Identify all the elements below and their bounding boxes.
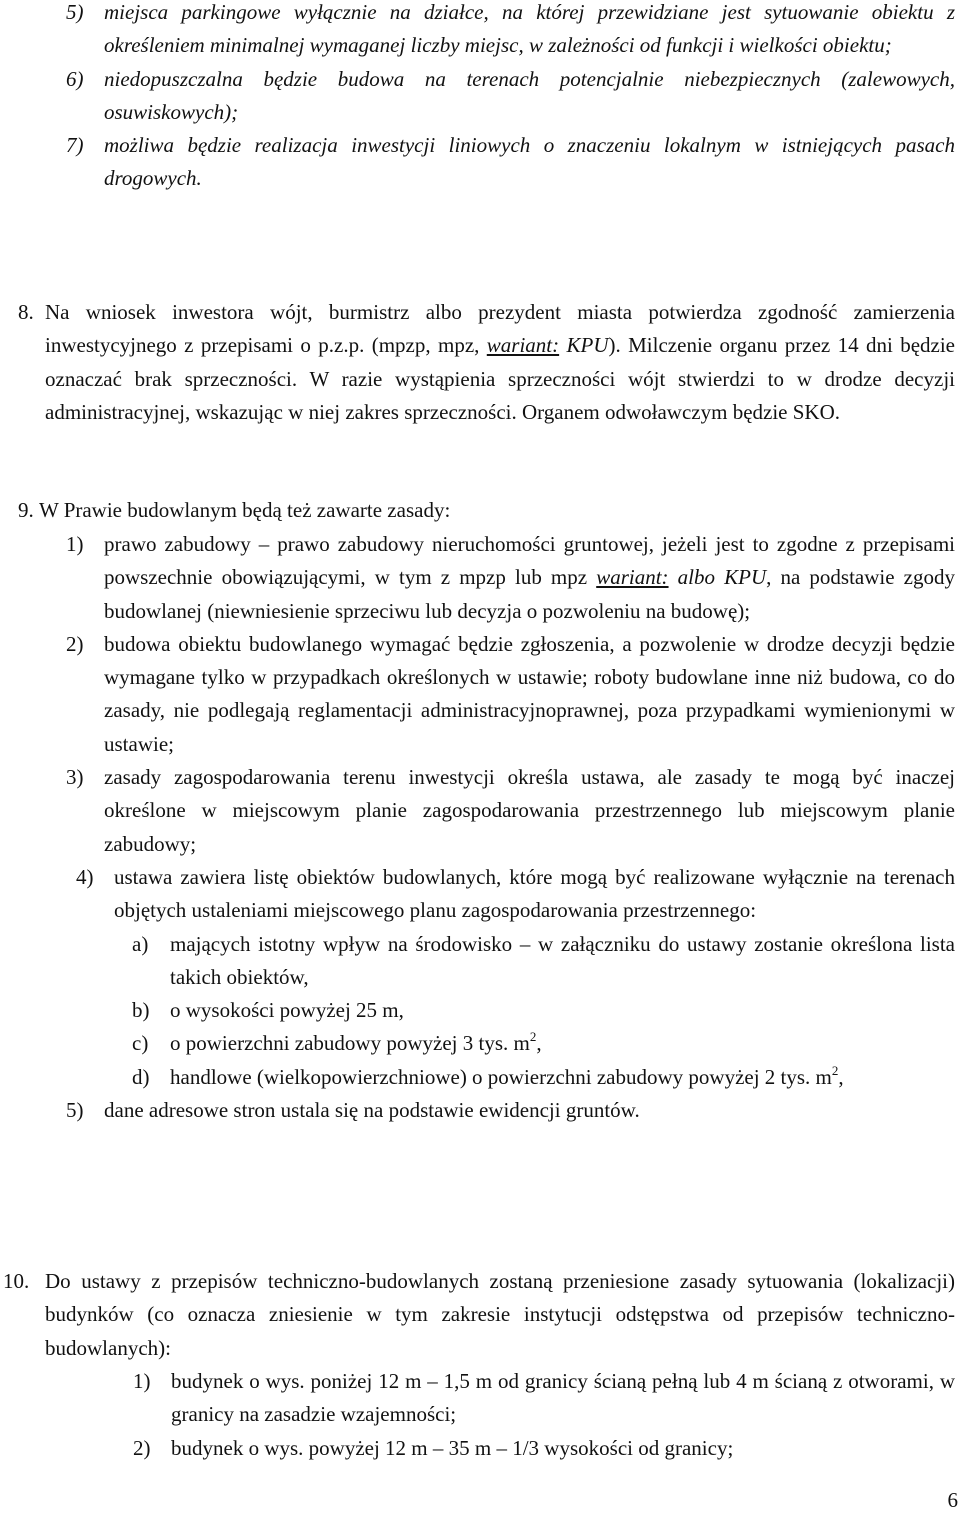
list-item xyxy=(133,1432,955,1465)
variant-label: wariant: xyxy=(486,333,560,358)
sublist-item-letter: a) xyxy=(132,931,149,956)
sublist-item-text: o powierzchni zabudowy powyżej 3 tys. $m^2$, xyxy=(170,1029,542,1056)
sublist-item-text: o wysokości powyżej 25 m, xyxy=(170,998,404,1023)
list-item xyxy=(66,761,955,861)
list-item-text: możliwa będzie realizacja inwestycji liniowych o znaczeniu lokalnym w istniejących pasach drogowych. xyxy=(104,133,955,191)
list-item-number: 5) xyxy=(66,1098,84,1123)
list-item-text: niedopuszczalna będzie budowa na terenach potencjalnie niebezpiecznych (zalewowych, osuwiskowych); xyxy=(104,66,955,124)
sublist-item-letter: c) xyxy=(132,1031,149,1056)
sublist-item xyxy=(132,1027,955,1060)
section-8 xyxy=(18,296,955,429)
sublist-item-letter: b) xyxy=(132,998,150,1023)
list-item xyxy=(66,0,955,63)
sublist-item-text: handlowe (wielkopowierzchniowe) o powierzchni zabudowy powyżej 2 tys. $m^2$, xyxy=(170,1062,844,1089)
variant-options: albo KPU xyxy=(668,565,767,590)
section-9-heading xyxy=(18,494,955,527)
sublist xyxy=(132,928,955,1094)
sublist-item xyxy=(132,1061,955,1094)
section-9-list xyxy=(66,528,955,1127)
sublist-item xyxy=(132,928,955,995)
variant-kpu: KPU xyxy=(566,333,609,358)
section-10-intro: Do ustawy z przepisów techniczno-budowlanych zostaną przeniesione zasady sytuowania (lokalizacji) budynków (co oznacza zniesienie w tym zakresie instytucji odstępstwa od przepisów techniczno-budowlanych): xyxy=(45,1269,955,1360)
section-9-number: 9. xyxy=(18,498,34,522)
section-8-text: Na wniosek inwestora wójt, burmistrz albo prezydent miasta potwierdza zgodność zamierzenia inwestycyjnego z przepisami o p.z.p. (mpzp, mpz, wariant: KPU). Milczenie organu przez 14 dni będzie oznaczać brak sprzeczności. W razie wystąpienia sprzeczności wójt stwierdzi to w drodze decyzji administracyjnej, wskazując w niej zakres sprzeczności. Organem odwoławczym będzie SKO. xyxy=(45,300,956,424)
list-item xyxy=(66,129,955,196)
list-item-number: 2) xyxy=(133,1435,151,1460)
list-item xyxy=(66,528,955,628)
list-item xyxy=(66,628,955,761)
list-item-text: budynek o wys. poniżej 12 m – 1,5 m od granicy ścianą pełną lub 4 m ścianą z otworami, w granicy na zasadzie wzajemności; xyxy=(171,1369,955,1427)
section-10-list xyxy=(133,1365,955,1465)
page-number: 6 xyxy=(947,1488,958,1512)
section-9 xyxy=(18,494,955,527)
sublist-item-letter: d) xyxy=(132,1064,150,1089)
list-item-text: miejsca parkingowe wyłącznie na działce, na której przewidziane jest sytuowanie obiektu z określeniem minimalnej wymaganej liczby miejsc, w zależności od funkcji i wielkości obiektu; xyxy=(104,0,955,58)
list-item-number: 1) xyxy=(66,532,84,556)
variant-label: wariant: xyxy=(596,565,669,590)
list-item-text: dane adresowe stron ustala się na podstawie ewidencji gruntów. xyxy=(104,1098,640,1123)
list-item-number: 5) xyxy=(66,0,84,24)
list-item-text: prawo zabudowy – prawo zabudowy nieruchomości gruntowej, jeżeli jest to zgodne z przepisami powszechnie obowiązującymi, w tym z mpzp lub mpz wariant: albo KPU, na podstawie zgody budowlanej (niewniesienie sprzeciwu lub decyzja o pozwoleniu na budowę); xyxy=(104,532,955,623)
list-item xyxy=(66,1094,955,1127)
top-list xyxy=(66,0,955,196)
section-8-number: 8. xyxy=(18,300,34,324)
list-item-number: 2) xyxy=(66,631,84,656)
list-item-text: ustawa zawiera listę obiektów budowlanych, które mogą być realizowane wyłącznie na terenach objętych ustaleniami miejscowego planu zagospodarowania przestrzennego: xyxy=(114,864,955,923)
list-item-text: budynek o wys. powyżej 12 m – 35 m – 1/3 wysokości od granicy; xyxy=(171,1435,734,1460)
list-item xyxy=(76,861,955,928)
section-10-number: 10. xyxy=(3,1269,30,1293)
list-item xyxy=(66,63,955,130)
list-item xyxy=(133,1365,955,1432)
section-10 xyxy=(3,1265,955,1365)
list-item-text: zasady zagospodarowania terenu inwestycji określa ustawa, ale zasady te mogą być inaczej określone w miejscowym planie zagospodarowania przestrzennego lub miejscowym planie zabudowy; xyxy=(104,765,955,856)
sublist-item-text: mających istotny wpływ na środowisko – w załączniku do ustawy zostanie określona lista takich obiektów, xyxy=(170,931,955,989)
list-item-number: 4) xyxy=(76,864,94,889)
sublist-item xyxy=(132,994,955,1027)
section-9-intro: W Prawie budowlanym będą też zawarte zasady: xyxy=(39,498,451,522)
list-item-number: 3) xyxy=(66,765,84,790)
list-item-number: 6) xyxy=(66,66,84,91)
list-item-text: budowa obiektu budowlanego wymagać będzie zgłoszenia, a pozwolenie w drodze decyzji będzie wymagane tylko w przypadkach określonych w ustawie; roboty budowlane inne niż budowa, co do zasady, nie podlegają reglamentacji administracyjnoprawnej, poza przypadkami wymienionymi w ustawie; xyxy=(104,631,955,756)
list-item-number: 7) xyxy=(66,133,84,158)
list-item-number: 1) xyxy=(133,1369,151,1393)
